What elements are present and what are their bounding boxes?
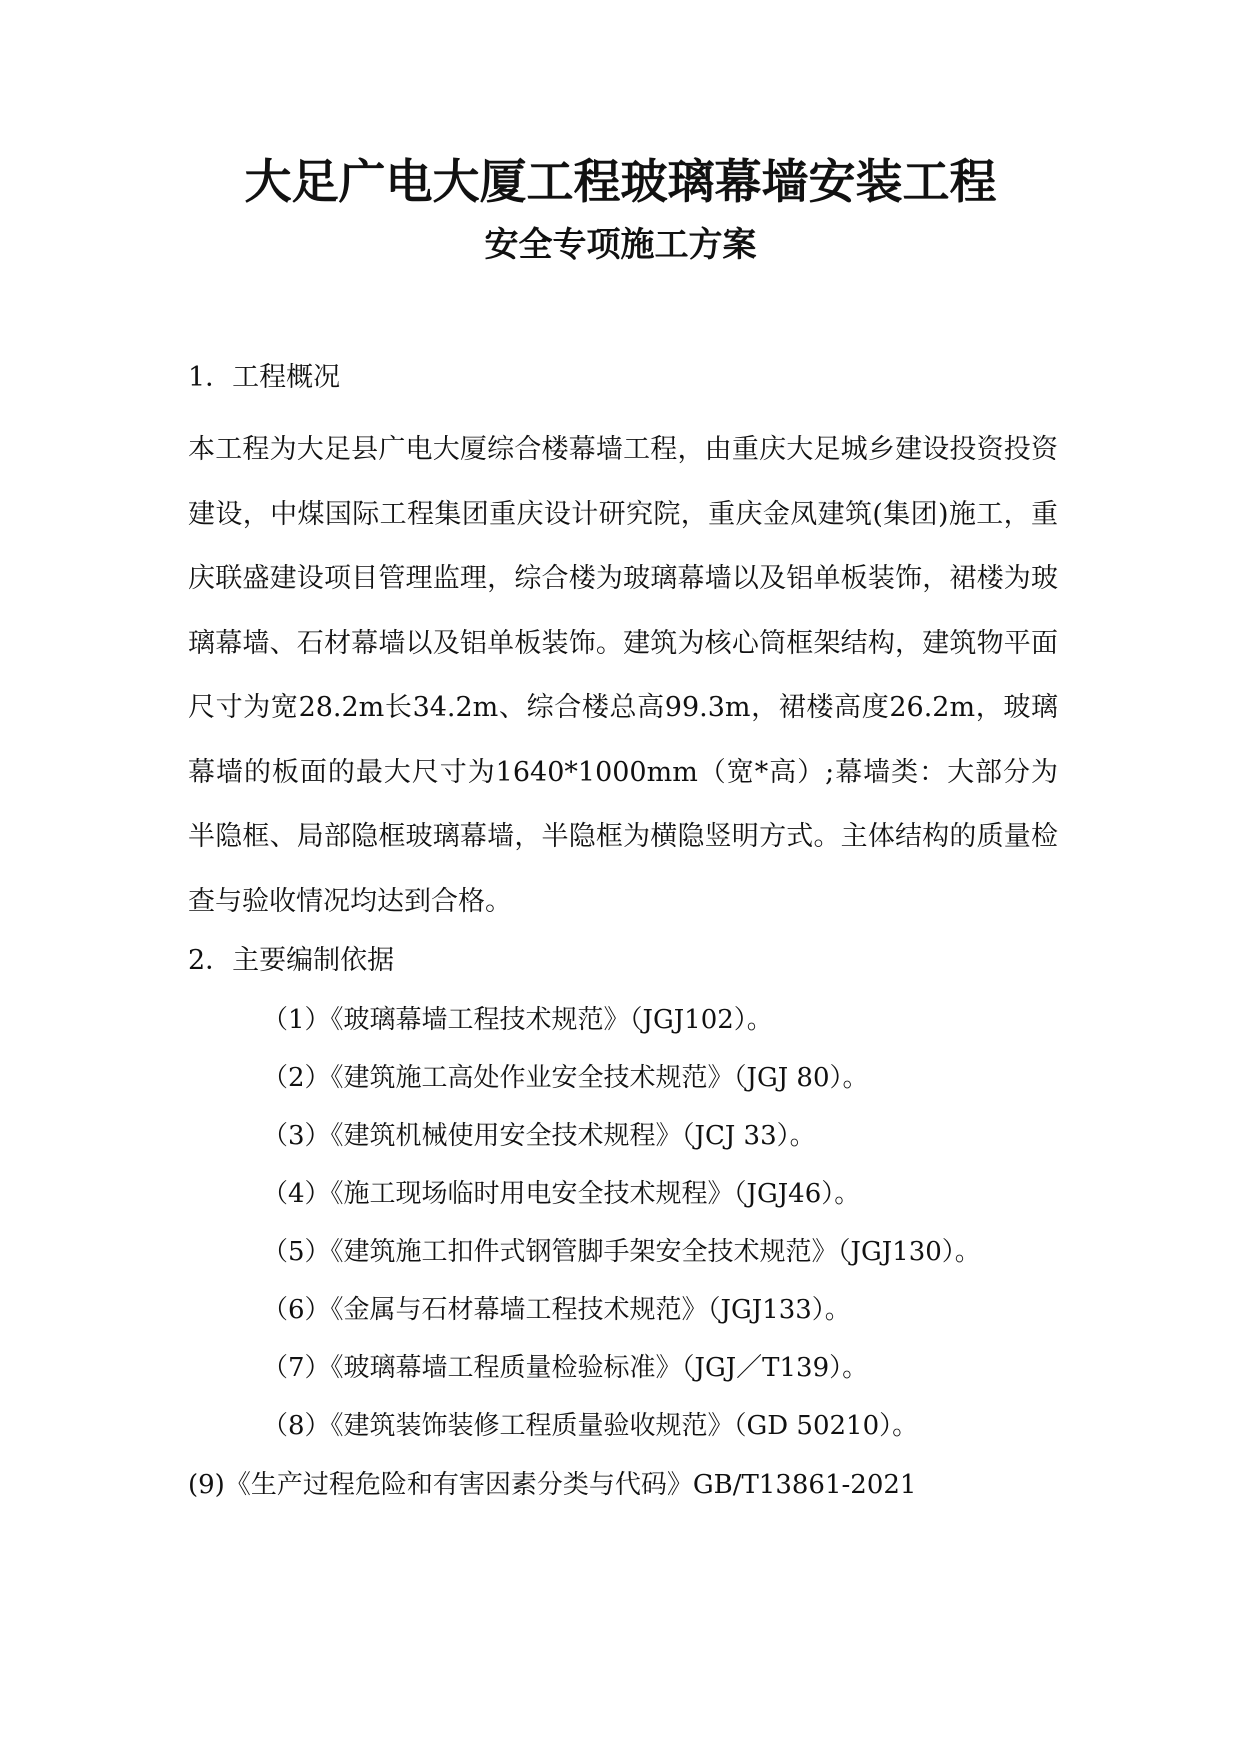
reference-item-6: （6）《金属与石材幕墙工程技术规范》（JGJ133）。 (262, 1295, 851, 1325)
reference-item-5: （5）《建筑施工扣件式钢管脚手架安全技术规范》（JGJ130）。 (262, 1237, 981, 1267)
reference-item-3: （3）《建筑机械使用安全技术规程》（JCJ 33）。 (262, 1121, 816, 1151)
reference-item-9: (9)《生产过程危险和有害因素分类与代码》GB/T13861-2021 (188, 1470, 917, 1500)
document-subtitle: 安全专项施工方案 (484, 225, 757, 265)
reference-item-8: （8）《建筑装饰装修工程质量验收规范》（GD 50210）。 (262, 1411, 919, 1441)
document-title: 大足广电大厦工程玻璃幕墙安装工程 (244, 155, 997, 210)
section-heading-basis: 2．主要编制依据 (188, 945, 395, 976)
reference-item-2: （2）《建筑施工高处作业安全技术规范》（JGJ 80）。 (262, 1063, 869, 1093)
reference-item-7: （7）《玻璃幕墙工程质量检验标准》（JGJ／T139）。 (262, 1353, 869, 1383)
reference-item-1: （1）《玻璃幕墙工程技术规范》（JGJ102）。 (262, 1005, 773, 1035)
section-heading-overview: 1．工程概况 (188, 362, 341, 393)
reference-item-4: （4）《施工现场临时用电安全技术规程》（JGJ46）。 (262, 1179, 861, 1209)
section-paragraph-overview: 本工程为大足县广电大厦综合楼幕墙工程，由重庆大足城乡建设投资投资建设，中煤国际工程集团重庆设计研究院，重庆金凤建筑(集团)施工，重庆联盛建设项目管理监理，综合楼为玻璃幕墙以及铝单板装饰，裙楼为玻璃幕墙、石材幕墙以及铝单板装饰。建筑为核心筒框架结构，建筑物平面尺寸为宽28.2m长34.2m、综合楼总高99.3m，裙楼高度26.2m，玻璃幕墙的板面的最大尺寸为1640*1000mm（宽*高）;幕墙类：大部分为半隐框、局部隐框玻璃幕墙，半隐框为横隐竖明方式。主体结构的质量检查与验收情况均达到合格。 (188, 434, 1058, 917)
